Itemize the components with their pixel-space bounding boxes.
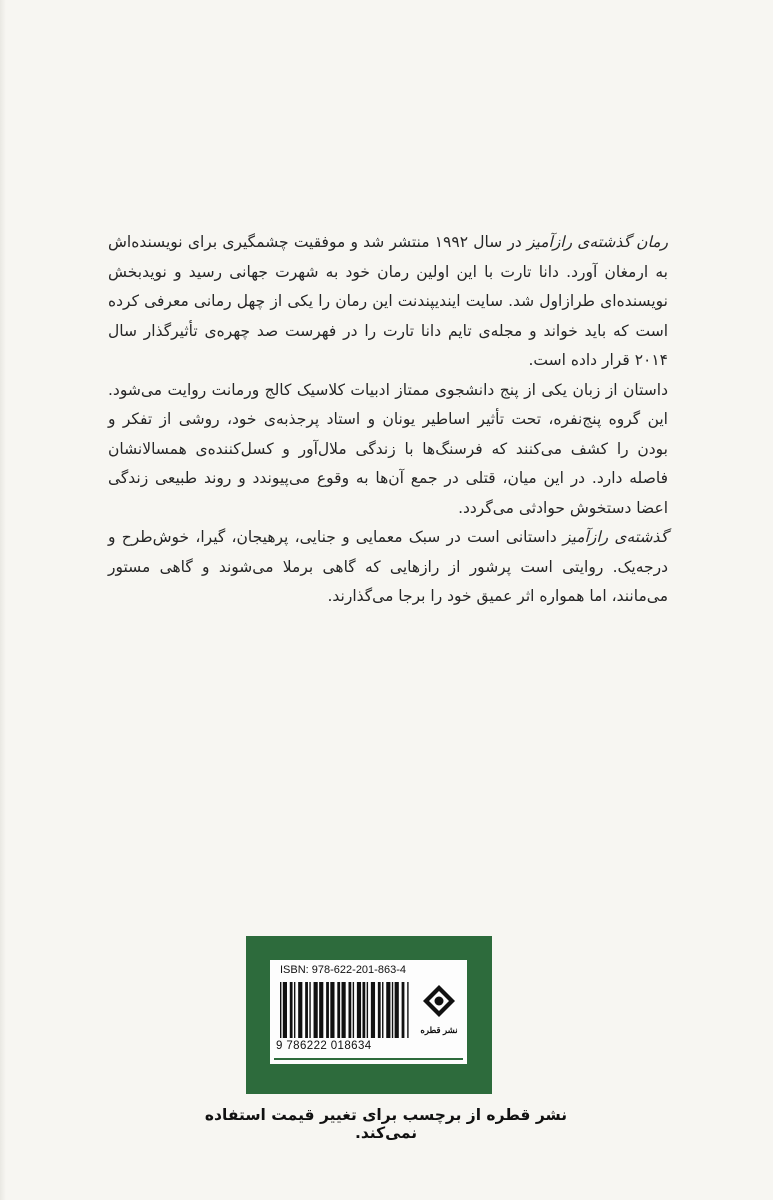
book-title-inline: گذشته‌ی رازآمیز (563, 528, 668, 546)
barcode-bar (382, 982, 383, 1038)
blurb-paragraph-1-text: در سال ۱۹۹۲ منتشر شد و موفقیت چشمگیری برای نویسنده‌اش به ارمغان آورد. دانا تارت با این اولین رمان خود به شهرت جهانی رسید و نوید‌بخش نویسنده‌ای طرازاول شد. سایت ایندیپندنت این رمان را یکی از چهل رمانی معرفی کرده است که باید خواند و مجله‌ی تایم دانا تارت را در فهرست صد چهره‌ی تأثیرگذار سال ۲۰۱۴ قرار داده است. (108, 233, 668, 369)
blurb-paragraph-3 (108, 523, 668, 612)
barcode-sticker (270, 960, 467, 1064)
barcode-bar (357, 982, 361, 1038)
blurb-paragraph-2 (108, 376, 668, 524)
barcode-digits: 9 786222 018634 (276, 1040, 372, 1052)
barcode-bar (314, 982, 318, 1038)
barcode-bar (337, 982, 340, 1038)
barcode-bars (280, 982, 410, 1038)
barcode-bar (290, 982, 293, 1038)
barcode-panel (246, 936, 492, 1094)
barcode-bar (402, 982, 405, 1038)
barcode-bar (407, 982, 408, 1038)
barcode-bar (371, 982, 375, 1038)
barcode-bar (298, 982, 302, 1038)
isbn-label: ISBN: 978-622-201-863-4 (280, 964, 406, 976)
price-sticker-notice: نشر قطره از برچسب برای تغییر قیمت استفاده نمی‌کند. (204, 1106, 568, 1142)
publisher-logo (417, 984, 461, 1046)
sticker-rule (274, 1058, 463, 1060)
barcode-bar (378, 982, 381, 1038)
page-edge (0, 0, 6, 1200)
barcode-bar (367, 982, 368, 1038)
barcode-bar (305, 982, 308, 1038)
blurb-paragraph-2-text: داستان از زبان یکی از پنج دانشجوی ممتاز ادبیات کلاسیک کالج ورمانت روایت می‌شود. این گروه پنج‌نفره، تحت تأثیر اساطیر یونان و استاد پرجذبه‌ی خود، روشی از تفکر و بودن را کشف می‌کنند که فرسنگ‌ها با زندگی ملال‌آور و کسل‌کننده‌ی همسالانشان فاصله دارد. در این میان، قتلی در جمع آن‌ها به وقوع می‌پیوندد و روند طبیعی زندگی اعضا دستخوش حوادثی می‌گردد. (108, 380, 668, 517)
barcode-bar (342, 982, 346, 1038)
barcode-bar (362, 982, 365, 1038)
blurb-paragraph-3-text: داستانی است در سبک معمایی و جنایی، پرهیجان، گیرا، خوش‌طرح و درجه‌یک. روایتی است پرشور از رازهایی که گاهی برملا می‌شوند و گاهی مستور می‌مانند، اما همواره اثر عمیق خود را برجا می‌گذارند. (108, 528, 668, 605)
barcode-bar (330, 982, 334, 1038)
barcode-bar (294, 982, 295, 1038)
back-cover-blurb (108, 228, 668, 612)
barcode-bar (386, 982, 390, 1038)
barcode-bar (348, 982, 351, 1038)
publisher-logo-text: نشر قطره (420, 1025, 458, 1035)
barcode-bar (319, 982, 323, 1038)
publisher-logo-icon (422, 984, 456, 1018)
book-title-inline: رمان گذشته‌ی رازآمیز (526, 233, 669, 251)
barcode-bar (353, 982, 354, 1038)
blurb-paragraph-1 (108, 228, 668, 376)
barcode-bar (283, 982, 287, 1038)
barcode-bar (309, 982, 310, 1038)
barcode-bar (280, 982, 281, 1038)
barcode-bar (326, 982, 329, 1038)
barcode-bar (395, 982, 399, 1038)
barcode-bar (392, 982, 393, 1038)
